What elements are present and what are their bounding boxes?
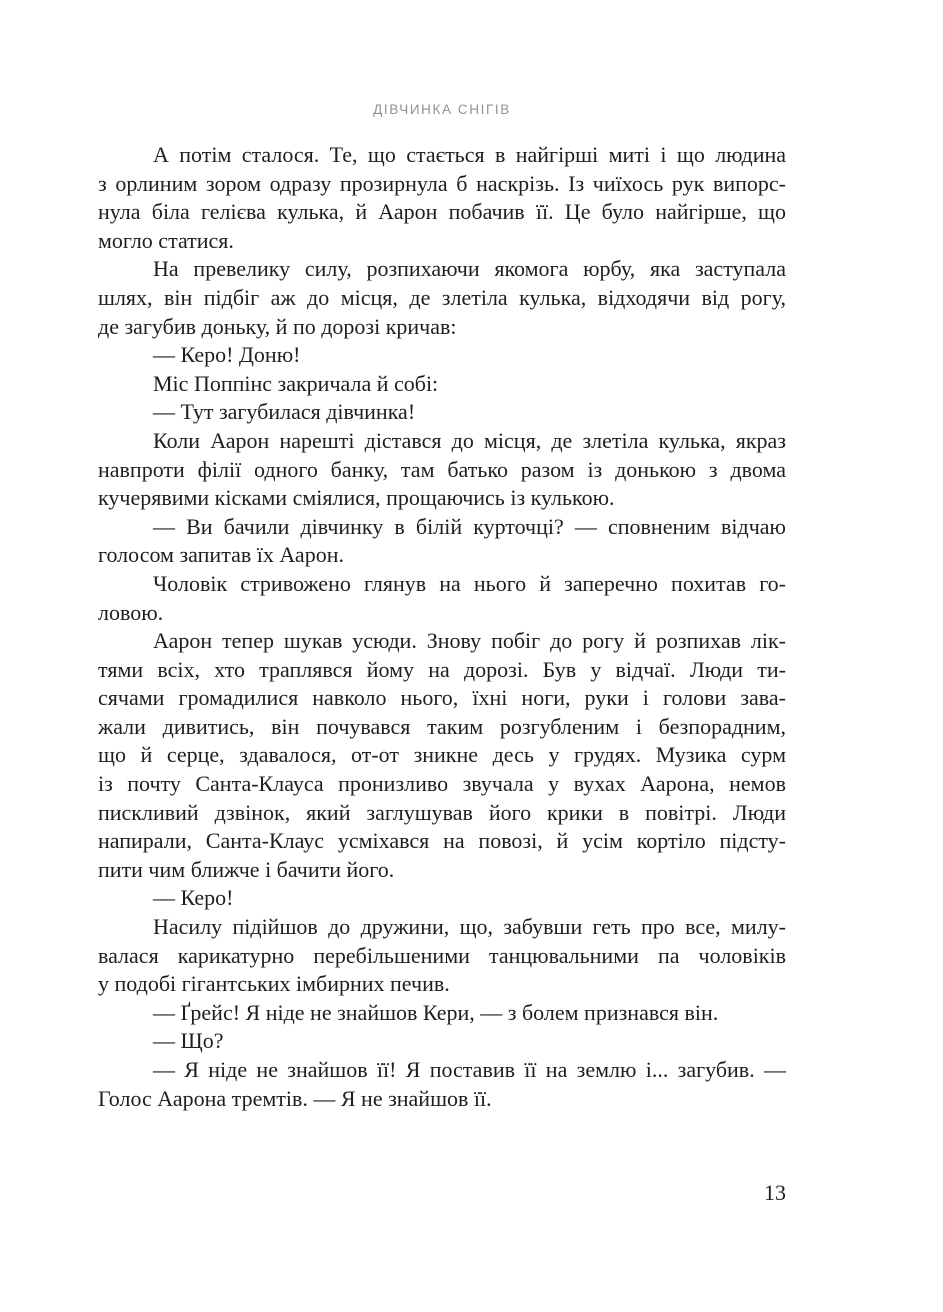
paragraph bbox=[98, 255, 786, 341]
text-line: пискливий дзвінок, який заглушував його крики в повітрі. Люди bbox=[98, 799, 786, 825]
text-line: Голос Аарона тремтів. — Я не знайшов її. bbox=[98, 1085, 492, 1111]
text-line: — Що? bbox=[153, 1028, 224, 1054]
paragraph bbox=[98, 1027, 786, 1056]
text-line: Міс Поппінс закричала й собі: bbox=[153, 370, 439, 396]
paragraph bbox=[98, 141, 786, 255]
text-line: голосом запитав їх Аарон. bbox=[98, 542, 344, 568]
text-line: могло статися. bbox=[98, 227, 234, 253]
paragraph bbox=[98, 884, 786, 913]
text-line: де загубив доньку, й по дорозі кричав: bbox=[98, 313, 457, 339]
text-line: пити чим ближче і бачити його. bbox=[98, 856, 395, 882]
text-line: навпроти філії одного банку, там батько разом із донькою з двома bbox=[98, 456, 786, 482]
text-line: ловою. bbox=[98, 599, 164, 625]
text-line: Коли Аарон нарешті дістався до місця, де злетіла кулька, якраз bbox=[153, 427, 786, 453]
text-line: А потім сталося. Те, що стається в найгірші миті і що людина bbox=[153, 142, 786, 167]
text-line: з орлиним зором одразу прозирнула б наскрізь. Із чиїхось рук випорс- bbox=[98, 170, 786, 196]
text-line: шлях, він підбіг аж до місця, де злетіла кулька, відходячи від рогу, bbox=[98, 284, 786, 310]
text-line: із почту Санта-Клауса пронизливо звучала у вухах Аарона, немов bbox=[98, 771, 786, 797]
text-line: кучерявими кісками сміялися, прощаючись із кулькою. bbox=[98, 485, 615, 511]
text-line: — Ви бачили дівчинку в білій курточці? — сповненим відчаю bbox=[153, 513, 786, 539]
text-line: — Керо! bbox=[153, 885, 234, 911]
text-line: Аарон тепер шукав усюди. Знову побіг до рогу й розпихав лік- bbox=[153, 628, 786, 654]
text-line: — Ґрейс! Я ніде не знайшов Кери, — з болем признався він. bbox=[153, 999, 719, 1025]
paragraph bbox=[98, 513, 786, 570]
running-head: ДІВЧИНКА СНІГІВ bbox=[373, 102, 511, 117]
text-line: Насилу підійшов до дружини, що, забувши геть про все, милу- bbox=[153, 914, 786, 940]
text-line: — Тут загубилася дівчинка! bbox=[153, 399, 416, 425]
text-line: у подобі гігантських імбирних печив. bbox=[98, 971, 450, 997]
text-line: жали дивитись, він почувався таким розгубленим і безпорадним, bbox=[98, 713, 786, 739]
text-line: тями всіх, хто траплявся йому на дорозі. Був у відчаї. Люди ти- bbox=[98, 656, 786, 682]
text-line: Чоловік стривожено глянув на нього й заперечно похитав го- bbox=[153, 570, 786, 596]
body-text bbox=[98, 141, 786, 1113]
text-line: — Керо! Доню! bbox=[153, 342, 301, 368]
paragraph bbox=[98, 1056, 786, 1113]
text-line: сячами громадилися навколо нього, їхні ноги, руки і голови зава- bbox=[98, 685, 786, 711]
text-line: напирали, Санта-Клаус усміхався на повозі, й усім кортіло підсту- bbox=[98, 828, 786, 854]
paragraph bbox=[98, 570, 786, 627]
text-line: — Я ніде не знайшов її! Я поставив її на землю і... загубив. — bbox=[153, 1057, 786, 1082]
paragraph bbox=[98, 913, 786, 999]
page-number: 13 bbox=[764, 1180, 786, 1205]
paragraph bbox=[98, 370, 786, 399]
text-line: валася карикатурно перебільшеними танцювальними па чоловіків bbox=[98, 942, 786, 968]
paragraph bbox=[98, 341, 786, 370]
paragraph bbox=[98, 398, 786, 427]
paragraph bbox=[98, 999, 786, 1028]
paragraph bbox=[98, 627, 786, 884]
paragraph bbox=[98, 427, 786, 513]
text-line: що й серце, здавалося, от-от зникне десь у грудях. Музика сурм bbox=[98, 742, 786, 768]
text-line: На превелику силу, розпихаючи якомога юрбу, яка заступала bbox=[153, 256, 786, 282]
text-line: нула біла гелієва кулька, й Аарон побачив її. Це було найгірше, що bbox=[98, 199, 786, 225]
